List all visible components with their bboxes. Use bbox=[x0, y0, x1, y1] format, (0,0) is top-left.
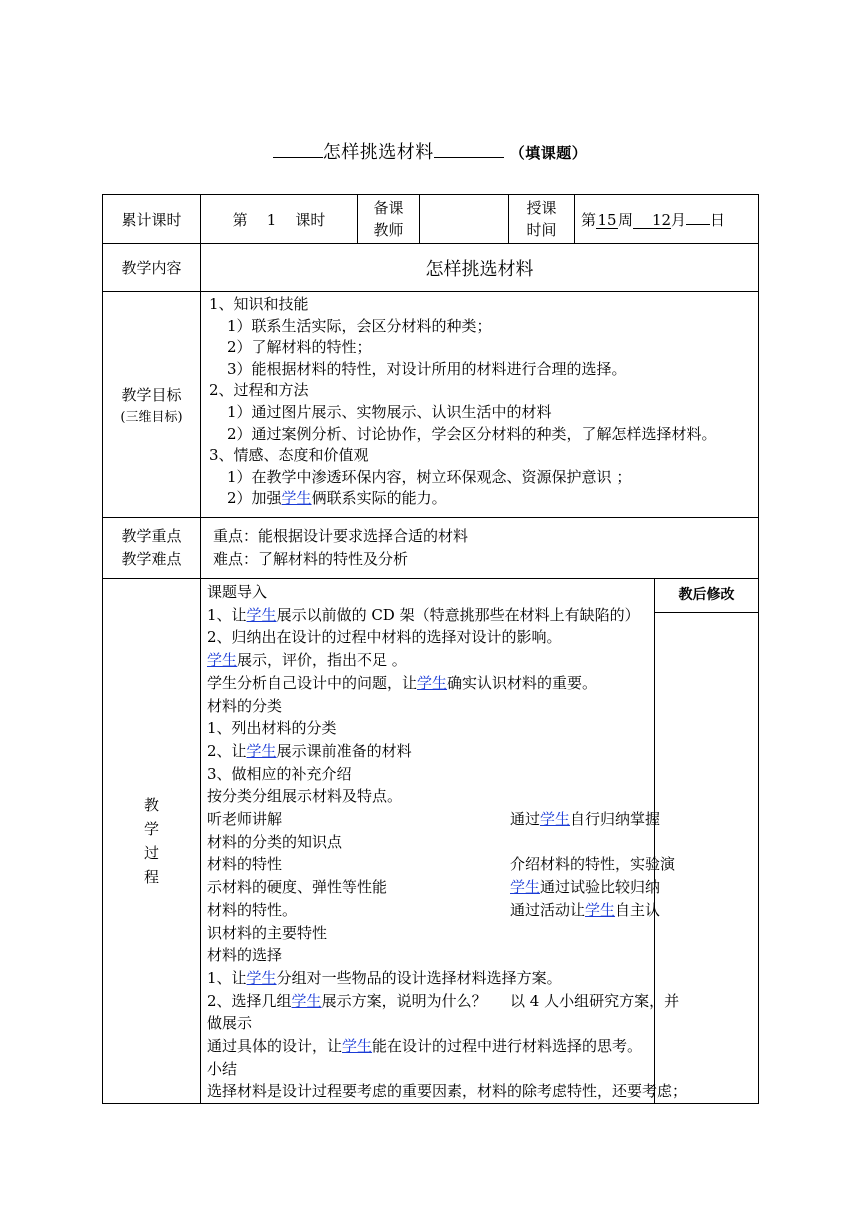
key-points-content bbox=[201, 518, 759, 579]
student-link[interactable]: 学生 bbox=[291, 991, 322, 1010]
student-link[interactable]: 学生 bbox=[417, 673, 448, 692]
process-text: 自主认 bbox=[615, 900, 661, 919]
key-points-label bbox=[103, 518, 201, 579]
post-teaching-column bbox=[655, 579, 759, 1104]
student-link[interactable]: 学生 bbox=[246, 605, 277, 624]
goal-item: 2）通过案例分析、讨论协作，学会区分材料的种类，了解怎样选择材料。 bbox=[227, 424, 717, 443]
teach-time-label bbox=[509, 195, 575, 244]
process-text: 展示方案，说明为什么？ bbox=[321, 991, 487, 1010]
title-blank-right bbox=[434, 143, 504, 158]
day-value[interactable] bbox=[686, 224, 710, 225]
difficulty-label: 教学难点 bbox=[121, 550, 182, 568]
process-content bbox=[201, 579, 688, 1104]
process-label-char: 学 bbox=[143, 820, 159, 839]
goals-label: 教学目标 bbox=[121, 386, 182, 404]
teach-date bbox=[575, 195, 759, 244]
process-right-col: 以 4 人小组研究方案，并 bbox=[510, 991, 680, 1010]
prep-teacher-value[interactable] bbox=[420, 195, 509, 244]
process-text: 确实认识材料的重要。 bbox=[447, 673, 598, 692]
prep-teacher-label bbox=[358, 195, 420, 244]
process-line bbox=[207, 649, 652, 672]
process-line: 3、做相应的补充介绍 bbox=[207, 764, 352, 783]
student-link[interactable]: 学生 bbox=[510, 878, 541, 897]
process-text: 听老师讲解 bbox=[207, 810, 283, 829]
student-link[interactable]: 学生 bbox=[540, 810, 571, 829]
process-line bbox=[207, 899, 661, 922]
process-line: 材料的分类的知识点 bbox=[207, 832, 343, 851]
process-text: 展示以前做的 CD 架（特意挑那些在材料上有缺陷的） bbox=[276, 605, 640, 624]
lesson-topic: 怎样挑选材料 bbox=[322, 142, 434, 163]
difficulty-text: 难点：了解材料的特性及分析 bbox=[213, 550, 409, 568]
process-right-col bbox=[510, 899, 660, 922]
prep-teacher-label-line2: 教师 bbox=[373, 221, 404, 239]
process-line: 2、归纳出在设计的过程中材料的选择对设计的影响。 bbox=[207, 628, 562, 647]
process-right-col bbox=[510, 876, 660, 899]
process-text: 通过具体的设计，让 bbox=[207, 1037, 343, 1056]
process-text: 示材料的硬度、弹性等性能 bbox=[207, 878, 388, 897]
process-line bbox=[207, 604, 652, 627]
student-link[interactable]: 学生 bbox=[207, 651, 238, 670]
cumulative-hours-label: 累计课时 bbox=[103, 195, 201, 244]
content-label: 教学内容 bbox=[103, 244, 201, 292]
goal-item bbox=[209, 488, 758, 510]
goal-item: 1）联系生活实际，会区分材料的种类； bbox=[227, 316, 492, 335]
lesson-plan-table bbox=[102, 194, 759, 1104]
process-text: 展示，评价，指出不足 。 bbox=[237, 651, 407, 670]
month-value[interactable]: 12 bbox=[633, 212, 671, 229]
process-text: 通过 bbox=[510, 810, 541, 829]
process-label-char: 过 bbox=[143, 844, 159, 863]
title-note: （填课题） bbox=[509, 144, 588, 162]
teach-time-label-line2: 时间 bbox=[526, 221, 557, 239]
goal-item: 1）在教学中渗透环保内容，树立环保观念、资源保护意识 ； bbox=[227, 467, 632, 486]
focus-text: 重点：能根据设计要求选择合适的材料 bbox=[213, 527, 469, 545]
lesson-suffix: 课时 bbox=[295, 210, 326, 229]
teach-time-label-line1: 授课 bbox=[526, 199, 557, 217]
goals-content bbox=[201, 292, 759, 518]
month-label: 月 bbox=[671, 210, 687, 229]
goal-item: 2）了解材料的特性； bbox=[227, 338, 372, 357]
content-value: 怎样挑选材料 bbox=[201, 244, 759, 292]
process-text: 展示课前准备的材料 bbox=[276, 741, 412, 760]
process-text: 学生分析自己设计中的问题，让 bbox=[207, 673, 418, 692]
process-right-col bbox=[510, 808, 660, 831]
student-link[interactable]: 学生 bbox=[281, 489, 312, 508]
process-label-char: 程 bbox=[143, 868, 159, 887]
process-text: 材料的特性 bbox=[207, 855, 283, 874]
week-label: 周 bbox=[618, 210, 634, 229]
goal-item: 3）能根据材料的特性，对设计所用的材料进行合理的选择。 bbox=[227, 359, 627, 378]
lesson-number: 1 bbox=[266, 210, 277, 229]
focus-label: 教学重点 bbox=[121, 527, 182, 545]
goal-text: 俩联系实际的能力。 bbox=[311, 489, 447, 508]
process-text: 分组对一些物品的设计选择材料选择方案。 bbox=[276, 968, 562, 987]
process-line bbox=[207, 990, 680, 1013]
process-line bbox=[207, 740, 652, 763]
process-right-col: 介绍材料的特性，实验演 bbox=[510, 855, 676, 874]
process-text: 1、让 bbox=[207, 605, 247, 624]
process-text: 通过活动让 bbox=[510, 900, 586, 919]
process-text: 材料的特性。 bbox=[207, 900, 298, 919]
header-row bbox=[103, 195, 759, 244]
goal-heading-knowledge: 1、知识和技能 bbox=[209, 295, 309, 313]
student-link[interactable]: 学生 bbox=[246, 741, 277, 760]
process-line bbox=[207, 1035, 652, 1058]
process-line: 识材料的主要特性 bbox=[207, 923, 328, 942]
process-text: 1、让 bbox=[207, 968, 247, 987]
process-text: 能在设计的过程中进行材料选择的思考。 bbox=[372, 1037, 643, 1056]
process-label bbox=[103, 579, 201, 1104]
process-line bbox=[207, 672, 652, 695]
date-prefix: 第 bbox=[581, 210, 597, 229]
prep-teacher-label-line1: 备课 bbox=[373, 199, 404, 217]
key-points-row bbox=[103, 518, 759, 579]
process-line: 课题导入 bbox=[207, 583, 268, 601]
process-row bbox=[103, 579, 759, 1104]
day-label: 日 bbox=[710, 210, 726, 229]
process-line: 按分类分组展示材料及特点。 bbox=[207, 787, 403, 806]
process-line: 材料的选择 bbox=[207, 946, 283, 965]
goal-heading-attitude: 3、情感、态度和价值观 bbox=[209, 446, 369, 465]
process-line: 选择材料是设计过程要考虑的重要因素，材料的除考虑特性，还要考虑； bbox=[207, 1082, 688, 1101]
student-link[interactable]: 学生 bbox=[585, 900, 616, 919]
process-text: 2、选择几组 bbox=[207, 991, 292, 1010]
process-line: 做展示 bbox=[207, 1014, 253, 1033]
goals-sublabel: (三维目标) bbox=[120, 410, 183, 425]
student-link[interactable]: 学生 bbox=[342, 1037, 373, 1056]
process-line bbox=[207, 967, 652, 990]
goal-heading-process: 2、过程和方法 bbox=[209, 381, 309, 400]
process-line: 小结 bbox=[207, 1059, 238, 1078]
goals-row bbox=[103, 292, 759, 518]
process-text: 2、让 bbox=[207, 741, 247, 760]
lesson-prefix: 第 bbox=[232, 210, 248, 229]
process-line: 材料的分类 bbox=[207, 696, 283, 715]
process-text: 自行归纳掌握 bbox=[570, 810, 661, 829]
goal-item: 1）通过图片展示、实物展示、认识生活中的材料 bbox=[227, 402, 552, 421]
lesson-count bbox=[201, 195, 358, 244]
goals-label-cell bbox=[103, 292, 201, 518]
process-line: 1、列出材料的分类 bbox=[207, 719, 337, 738]
process-label-char: 教 bbox=[143, 796, 159, 815]
goal-text: 2）加强 bbox=[227, 489, 282, 508]
process-text: 通过试验比较归纳 bbox=[540, 878, 661, 897]
document-title bbox=[0, 138, 860, 164]
post-teaching-header: 教后修改 bbox=[655, 579, 758, 613]
student-link[interactable]: 学生 bbox=[246, 968, 277, 987]
process-line bbox=[207, 853, 676, 876]
week-value[interactable]: 15 bbox=[597, 210, 617, 229]
process-line bbox=[207, 876, 661, 899]
process-line bbox=[207, 808, 661, 831]
title-blank-left bbox=[273, 143, 323, 158]
content-row bbox=[103, 244, 759, 292]
